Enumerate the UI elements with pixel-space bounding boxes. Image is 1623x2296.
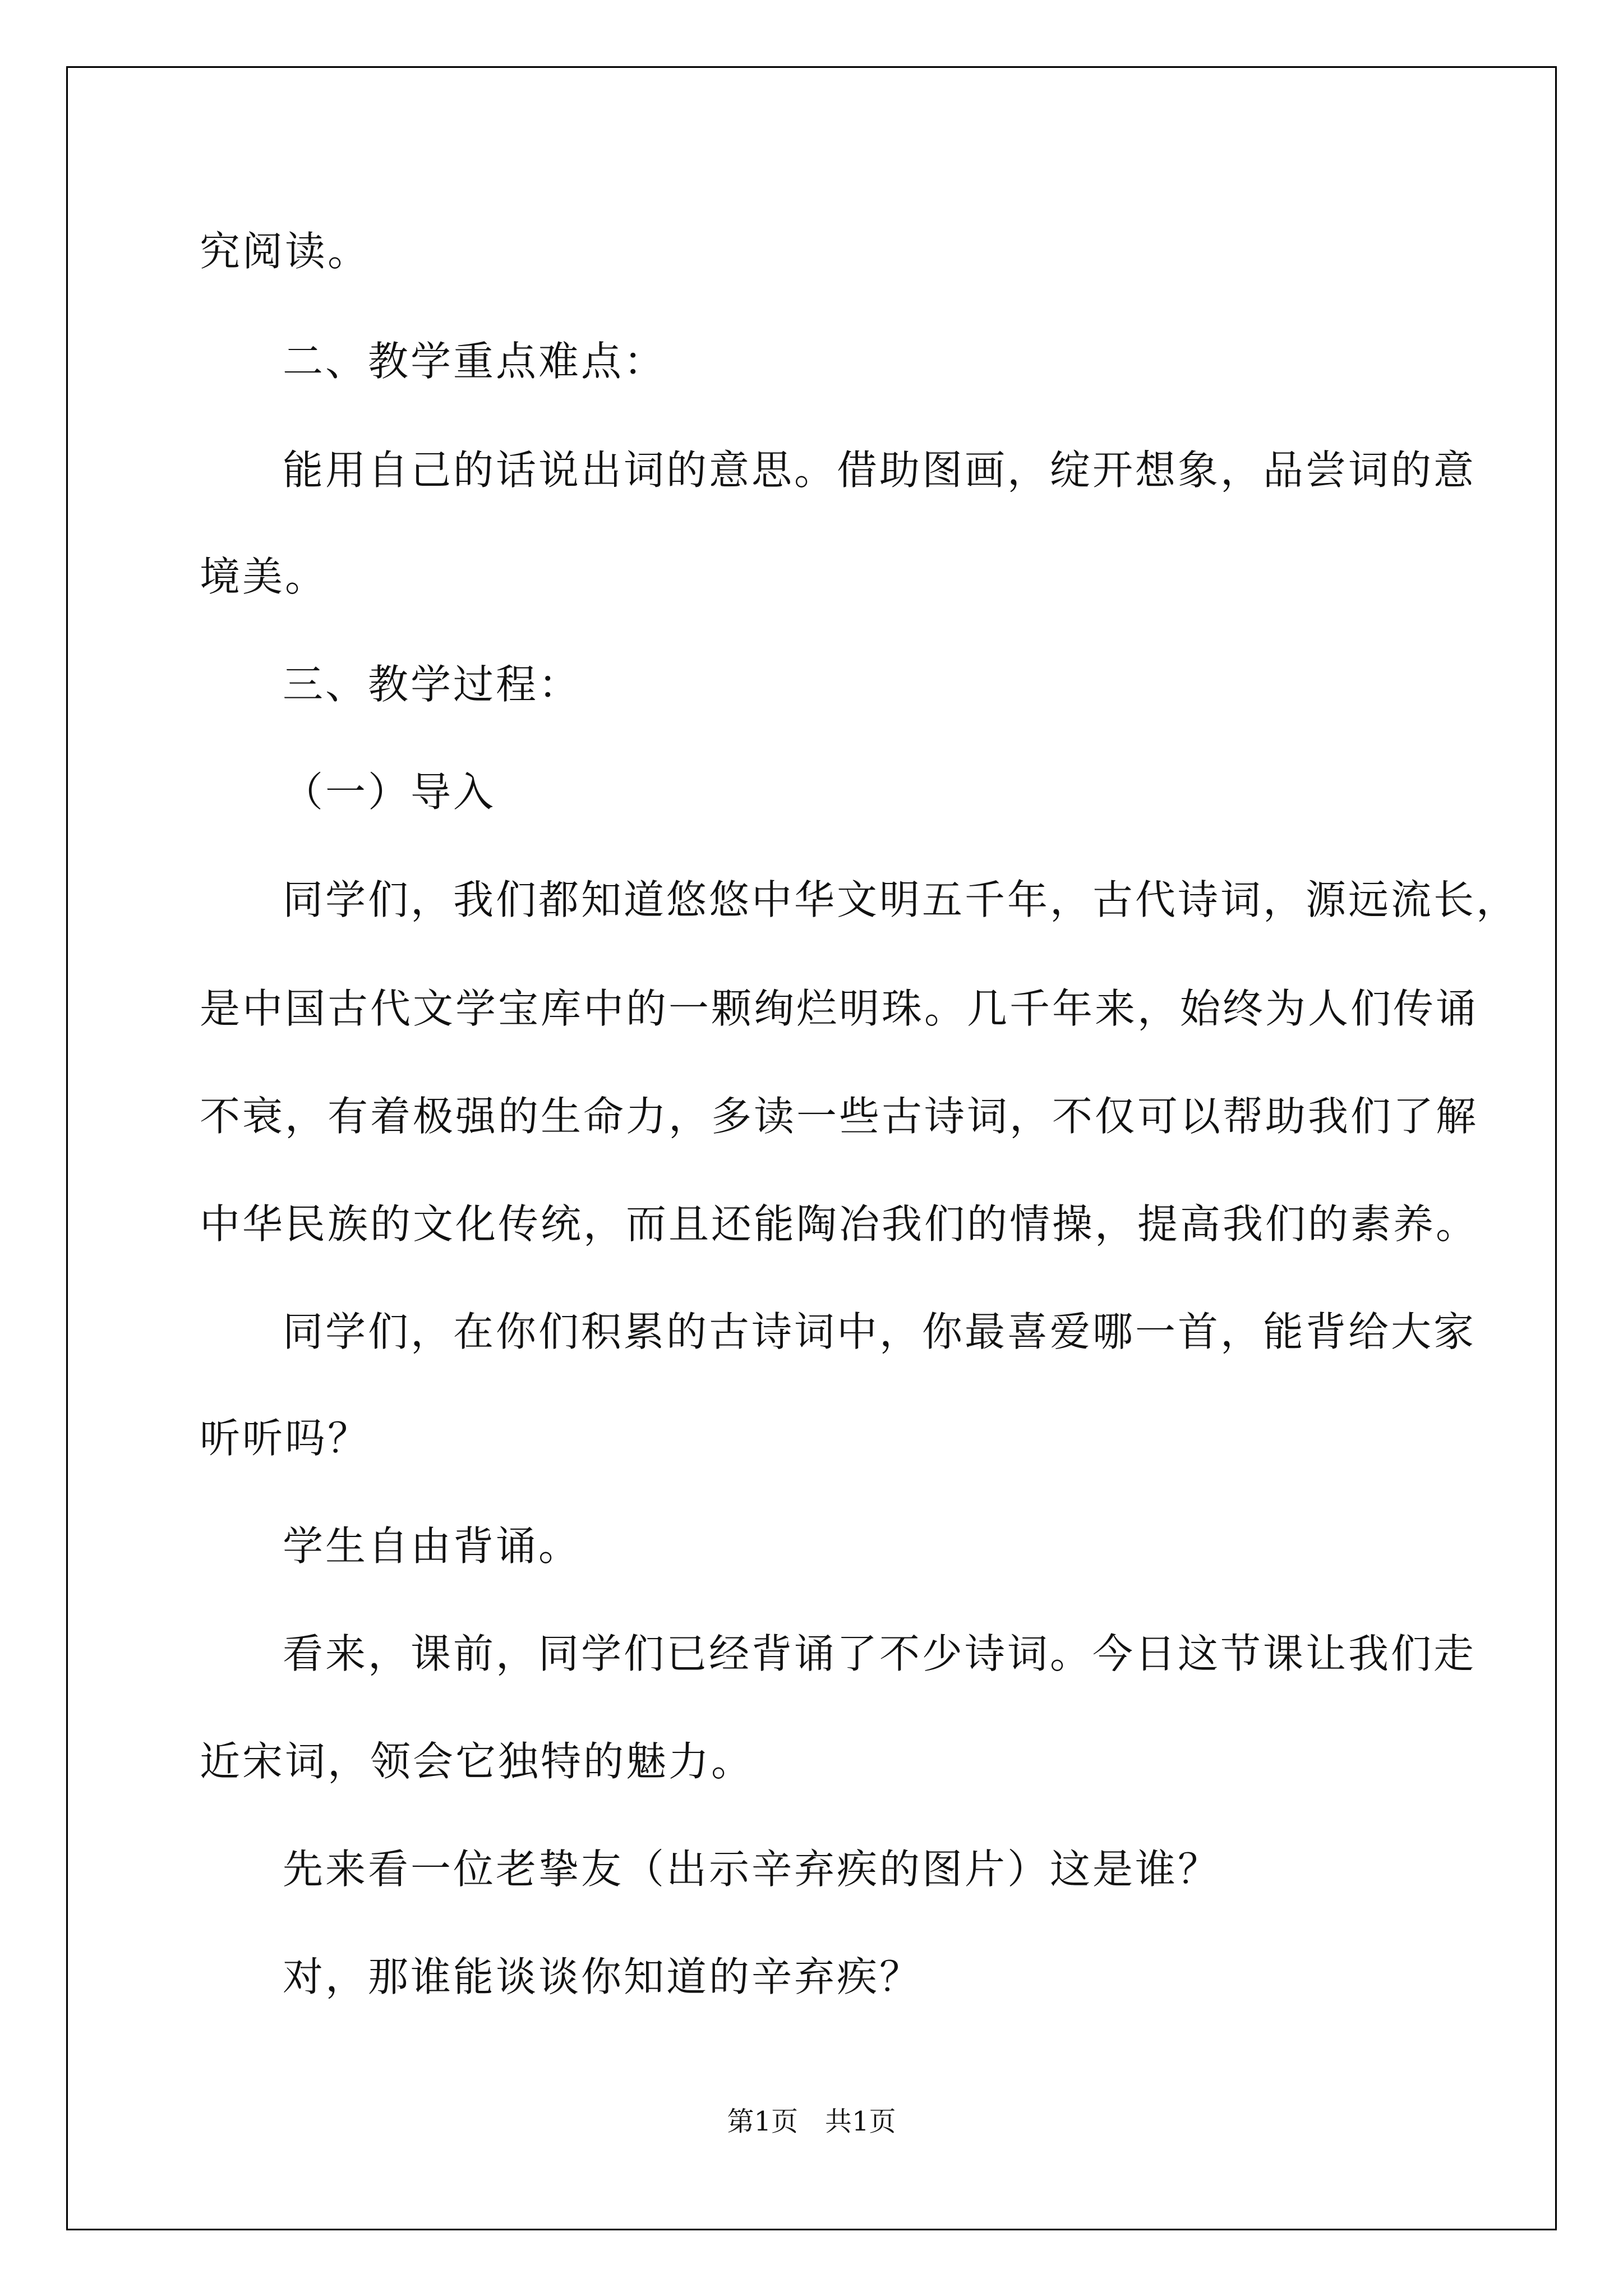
page-footer: 第1页 共1页 xyxy=(727,2106,896,2137)
line-10: 中华民族的文化传统，而且还能陶冶我们的情操，提高我们的素养。 xyxy=(200,1200,1479,1248)
line-12: 听听吗？ xyxy=(200,1415,371,1462)
line-14: 看来，课前，同学们已经背诵了不少诗词。今日这节课让我们走 xyxy=(283,1630,1477,1677)
line-11: 同学们，在你们积累的古诗词中，你最喜爱哪一首，能背给大家 xyxy=(283,1308,1477,1355)
subheading-intro: （一）导入 xyxy=(283,769,496,816)
line-9: 不衰，有着极强的生命力，多读一些古诗词，不仅可以帮助我们了解 xyxy=(200,1093,1479,1140)
line-15: 近宋词，领会它独特的魅力。 xyxy=(200,1738,754,1785)
line-1: 究阅读。 xyxy=(200,228,371,275)
line-4: 境美。 xyxy=(200,553,328,600)
line-13: 学生自由背诵。 xyxy=(283,1522,582,1570)
line-8: 是中国古代文学宝库中的一颗绚烂明珠。几千年来，始终为人们传诵 xyxy=(200,985,1479,1032)
heading-key-difficulties: 二、教学重点难点： xyxy=(283,338,667,385)
line-7: 同学们，我们都知道悠悠中华文明五千年，古代诗词，源远流长， xyxy=(283,876,1519,923)
line-3: 能用自己的话说出词的意思。借助图画，绽开想象，品尝词的意 xyxy=(283,447,1477,494)
line-16: 先来看一位老挚友（出示辛弃疾的图片）这是谁？ xyxy=(283,1846,1221,1893)
heading-teaching-process: 三、教学过程： xyxy=(283,661,582,708)
line-17: 对，那谁能谈谈你知道的辛弃疾？ xyxy=(283,1953,923,2000)
